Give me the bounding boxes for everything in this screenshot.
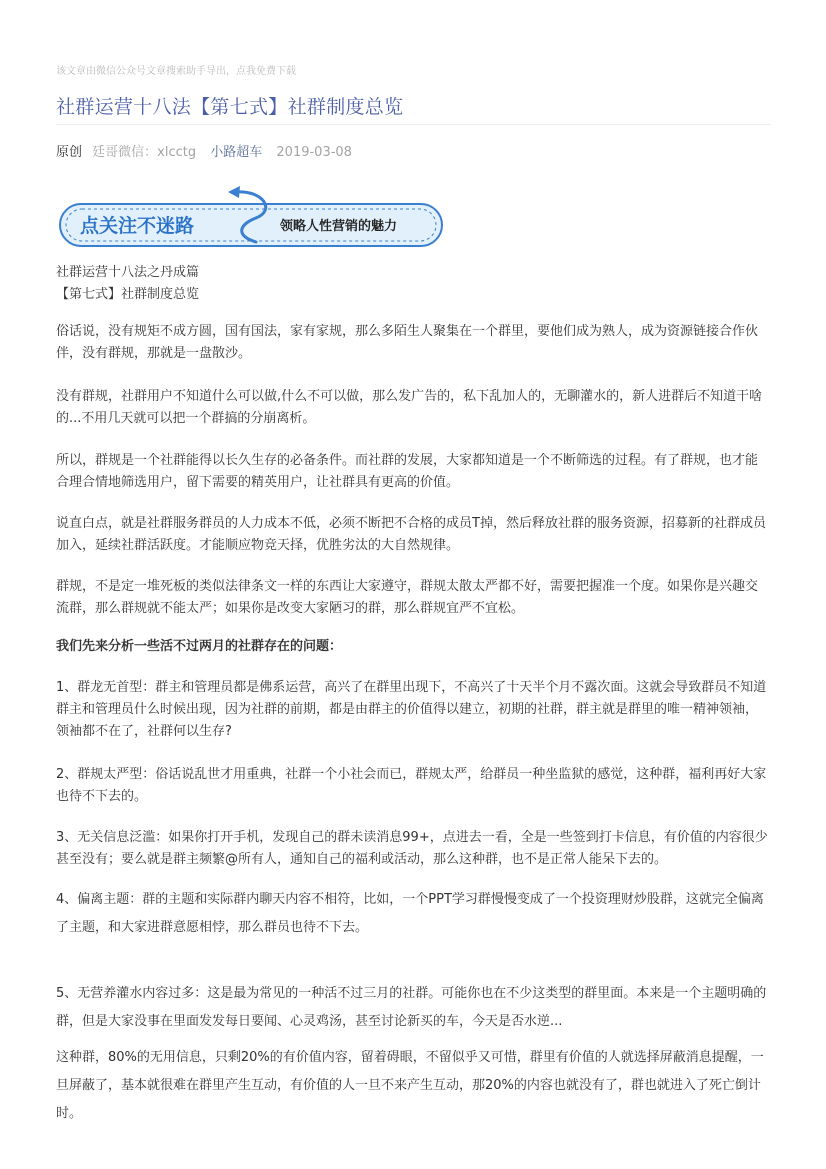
author-name: 廷哥微信：xlcctg bbox=[92, 145, 197, 160]
paragraph-5: 群规，不是定一堆死板的类似法律条文一样的东西让大家遵守，群规太散太严都不好，需要把握准一个度。如果你是兴趣交流群，那么群规就不能太严；如果你是改变大家陋习的群，那么群规宜严不宜松。 bbox=[56, 579, 759, 616]
paragraph-2: 没有群规，社群用户不知道什么可以做,什么不可以做，那么发广告的，私下乱加人的，无聊灌水的，新人进群后不知道干啥的...不用几天就可以把一个群搞的分崩离析。 bbox=[56, 389, 763, 426]
intro-line-2: 【第七式】社群制度总览 bbox=[56, 287, 200, 302]
problem-2: 2、群规太严型：俗话说乱世才用重典，社群一个小社会而已，群规太严，给群员一种坐监狱的感觉，这种群，福利再好大家也待不下去的。 bbox=[56, 767, 767, 804]
account-name-link[interactable]: 小路超车 bbox=[210, 145, 263, 160]
banner-right-text: 领略人性营销的魅力 bbox=[280, 219, 398, 234]
original-badge: 原创 bbox=[56, 145, 83, 160]
paragraph-4: 说直白点，就是社群服务群员的人力成本不低，必须不断把不合格的成员T掉，然后释放社群的服务资源，招募新的社群成员加入，延续社群活跃度。才能顺应物竞天择，优胜劣汰的大自然规律。 bbox=[56, 516, 766, 553]
problem-5-detail: 这种群，80%的无用信息，只剩20%的有价值内容，留着碍眼，不留似乎又可惜，群里有价值的人就选择屏蔽消息提醒，一旦屏蔽了，基本就很难在群里产生互动，有价值的人一旦不来产生互动，那20%的内容也就没有了，群也就进入了死亡倒计时。 bbox=[56, 1050, 764, 1121]
intro-line-1: 社群运营十八法之丹成篇 bbox=[56, 265, 200, 280]
export-watermark-link[interactable]: 该文章由微信公众号文章搜索助手导出，点我免费下载 bbox=[56, 66, 296, 77]
publish-date: 2019-03-08 bbox=[276, 145, 352, 160]
problem-1: 1、群龙无首型：群主和管理员都是佛系运营，高兴了在群里出现下，不高兴了十天半个月不露次面。这就会导致群员不知道群主和管理员什么时候出现，因为社群的前期，都是由群主的价值得以建立，初期的社群，群主就是群里的唯一精神领袖，领袖都不在了，社群何以生存? bbox=[56, 680, 767, 739]
article-meta bbox=[56, 141, 352, 160]
banner-arrowhead-icon bbox=[228, 186, 240, 198]
paragraph-3: 所以，群规是一个社群能得以长久生存的必备条件。而社群的发展，大家都知道是一个不断筛选的过程。有了群规，也才能合理合情地筛选用户，留下需要的精英用户，让社群具有更高的价值。 bbox=[56, 453, 759, 490]
article-title: 社群运营十八法【第七式】社群制度总览 bbox=[56, 96, 404, 118]
paragraph-1: 俗话说，没有规矩不成方圆，国有国法，家有家规，那么多陌生人聚集在一个群里，要他们成为熟人，成为资源链接合作伙伴，没有群规，那就是一盘散沙。 bbox=[56, 324, 759, 361]
title-divider bbox=[56, 124, 770, 125]
section-heading: 我们先来分析一些活不过两月的社群存在的问题： bbox=[56, 639, 343, 654]
problem-4: 4、偏离主题：群的主题和实际群内聊天内容不相符，比如，一个PPT学习群慢慢变成了一个投资理财炒股群，这就完全偏离了主题，和大家进群意愿相悖，那么群员也待不下去。 bbox=[56, 892, 764, 935]
problem-5: 5、无营养灌水内容过多：这是最为常见的一种活不过三月的社群。可能你也在不少这类型的群里面。本来是一个主题明确的群，但是大家没事在里面发发每日要闻、心灵鸡汤，甚至讨论新买的车，今天是否水逆... bbox=[56, 986, 767, 1029]
problem-3: 3、无关信息泛滥：如果你打开手机，发现自己的群未读消息99+，点进去一看，全是一些签到打卡信息，有价值的内容很少甚至没有；要么就是群主频繁@所有人，通知自己的福利或活动，那么这种群，也不是正常人能呆下去的。 bbox=[56, 830, 768, 867]
follow-banner-image bbox=[58, 184, 444, 250]
banner-left-text: 点关注不迷路 bbox=[80, 215, 195, 237]
